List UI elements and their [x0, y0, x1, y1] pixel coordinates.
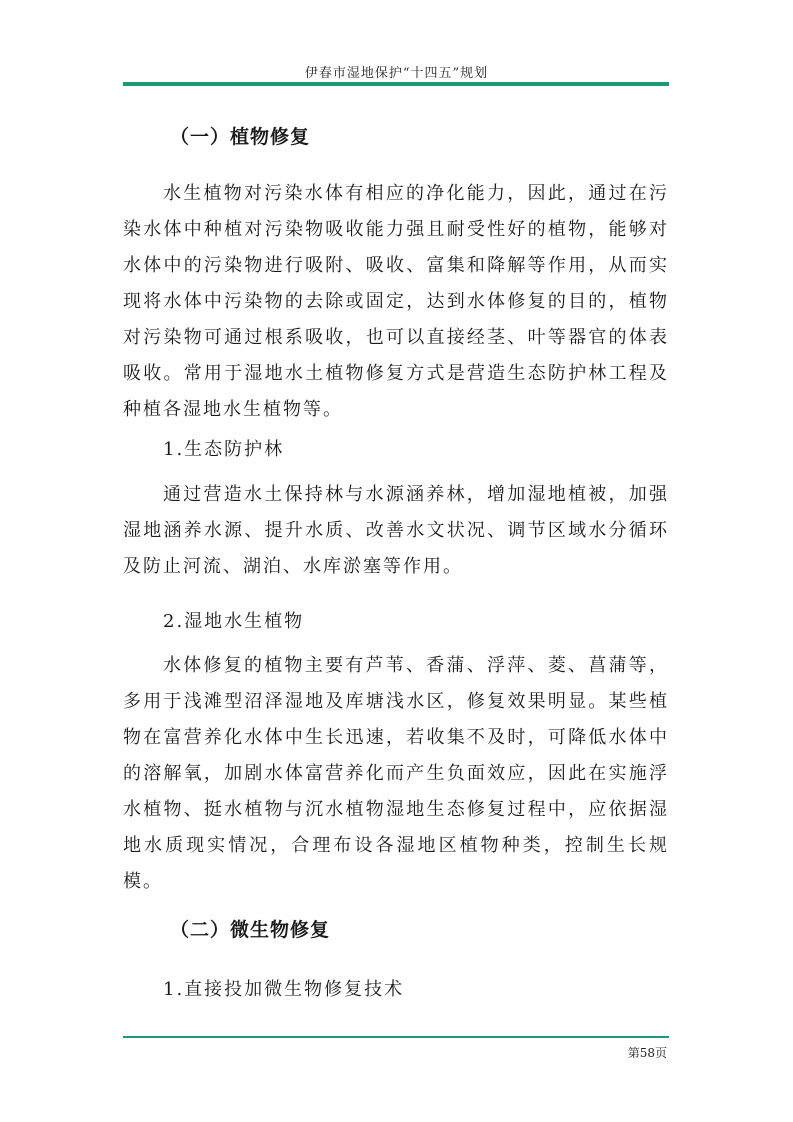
subheading-direct-microbial: 1.直接投加微生物修复技术: [163, 979, 405, 1000]
paragraph-aquatic-plants: 水体修复的植物主要有芦苇、香蒲、浮萍、菱、菖蒲等，多用于浅滩型沼泽湿地及库塘浅水区，修复效果明显。某些植物在富营养化水体中生长迅速，若收集不及时，可降低水体中的溶解氧，加剧水体富营养化而产生负面效应，因此在实施浮水植物、挺水植物与沉水植物湿地生态修复过程中，应依据湿地水质现实情况，合理布设各湿地区植物种类，控制生长规模。: [123, 655, 669, 892]
subheading-eco-forest: 1.生态防护林: [163, 439, 285, 460]
paragraph-plant-intro: 水生植物对污染水体有相应的净化能力，因此，通过在污染水体中种植对污染物吸收能力强且耐受性好的植物，能够对水体中的污染物进行吸附、吸收、富集和降解等作用，从而实现将水体中污染物的去除或固定，达到水体修复的目的，植物对污染物可通过根系吸收，也可以直接经茎、叶等器官的体表吸收。常用于湿地水土植物修复方式是营造生态防护林工程及种植各湿地水生植物等。: [123, 183, 669, 420]
subheading-aquatic-plants: 2.湿地水生植物: [163, 611, 305, 632]
paragraph-eco-forest: 通过营造水土保持林与水源涵养林，增加湿地植被，加强湿地涵养水源、提升水质、改善水文状况、调节区域水分循环及防止河流、湖泊、水库淤塞等作用。: [123, 484, 669, 577]
page-number: 第58页: [627, 1046, 667, 1060]
footer-divider: [123, 1036, 669, 1038]
section-heading-microbial-remediation: （二）微生物修复: [170, 919, 331, 941]
running-header: 伊春市湿地保护“十四五”规划: [304, 66, 489, 81]
section-heading-plant-remediation: （一）植物修复: [170, 126, 311, 148]
header-divider: [123, 82, 669, 86]
